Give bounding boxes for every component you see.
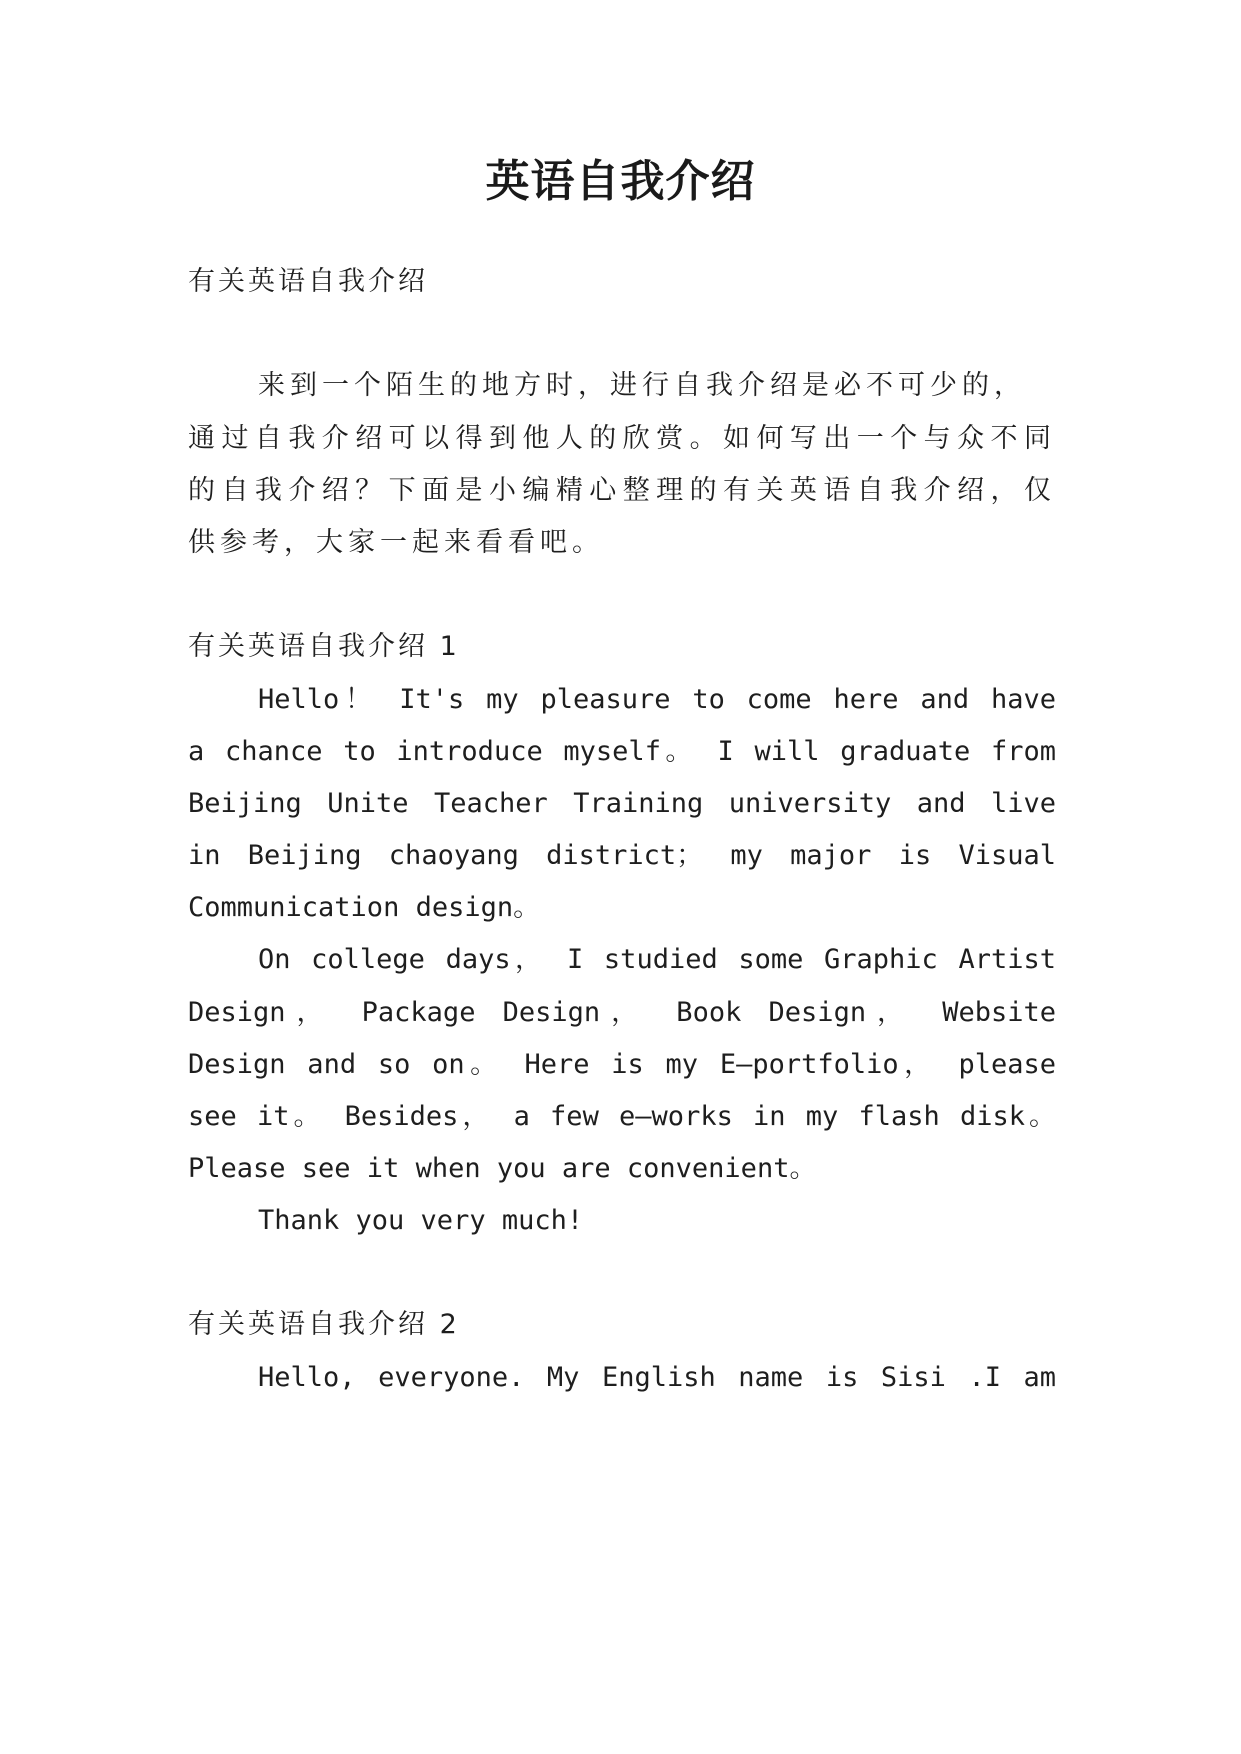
document-title: 英语自我介绍: [485, 156, 756, 207]
intro-line-2: 通过自我介绍可以得到他人的欣赏。如何写出一个与众不同: [188, 423, 1056, 454]
section-1-para-2-line-1: On college days， I studied some Graphic Artist: [258, 944, 1056, 975]
section-1-para-2-line-4: see it。 Besides， a few e—works in my flash disk。: [188, 1101, 1056, 1132]
intro-line-3: 的自我介绍？下面是小编精心整理的有关英语自我介绍，仅: [188, 475, 1056, 506]
intro-line-4: 供参考，大家一起来看看吧。: [188, 527, 604, 558]
section-1-para-1-line-1: Hello！ It's my pleasure to come here and have: [258, 684, 1056, 715]
section-1-para-2-line-3: Design and so on。 Here is my E—portfolio， please: [188, 1049, 1056, 1080]
section-1-para-2-line-5: Please see it when you are convenient。: [188, 1153, 817, 1184]
section-1-para-1-line-5: Communication design。: [188, 892, 541, 923]
section-1-para-1-line-4: in Beijing chaoyang district； my major is Visual: [188, 840, 1056, 871]
section-1-para-3-line-1: Thank you very much!: [258, 1205, 584, 1236]
section-1-para-1-line-2: a chance to introduce myself。 I will graduate from: [188, 736, 1056, 767]
section-2-heading: 有关英语自我介绍 2: [188, 1309, 460, 1340]
section-1-heading: 有关英语自我介绍 1: [188, 631, 460, 662]
document-subtitle: 有关英语自我介绍: [188, 266, 428, 297]
section-2-para-1-line-1: Hello, everyone. My English name is Sisi .I am: [258, 1362, 1056, 1393]
intro-line-1: 来到一个陌生的地方时，进行自我介绍是必不可少的，: [258, 370, 1026, 401]
section-1-para-1-line-3: Beijing Unite Teacher Training university and live: [188, 788, 1056, 819]
section-1-para-2-line-2: Design， Package Design， Book Design， Website: [188, 997, 1056, 1028]
